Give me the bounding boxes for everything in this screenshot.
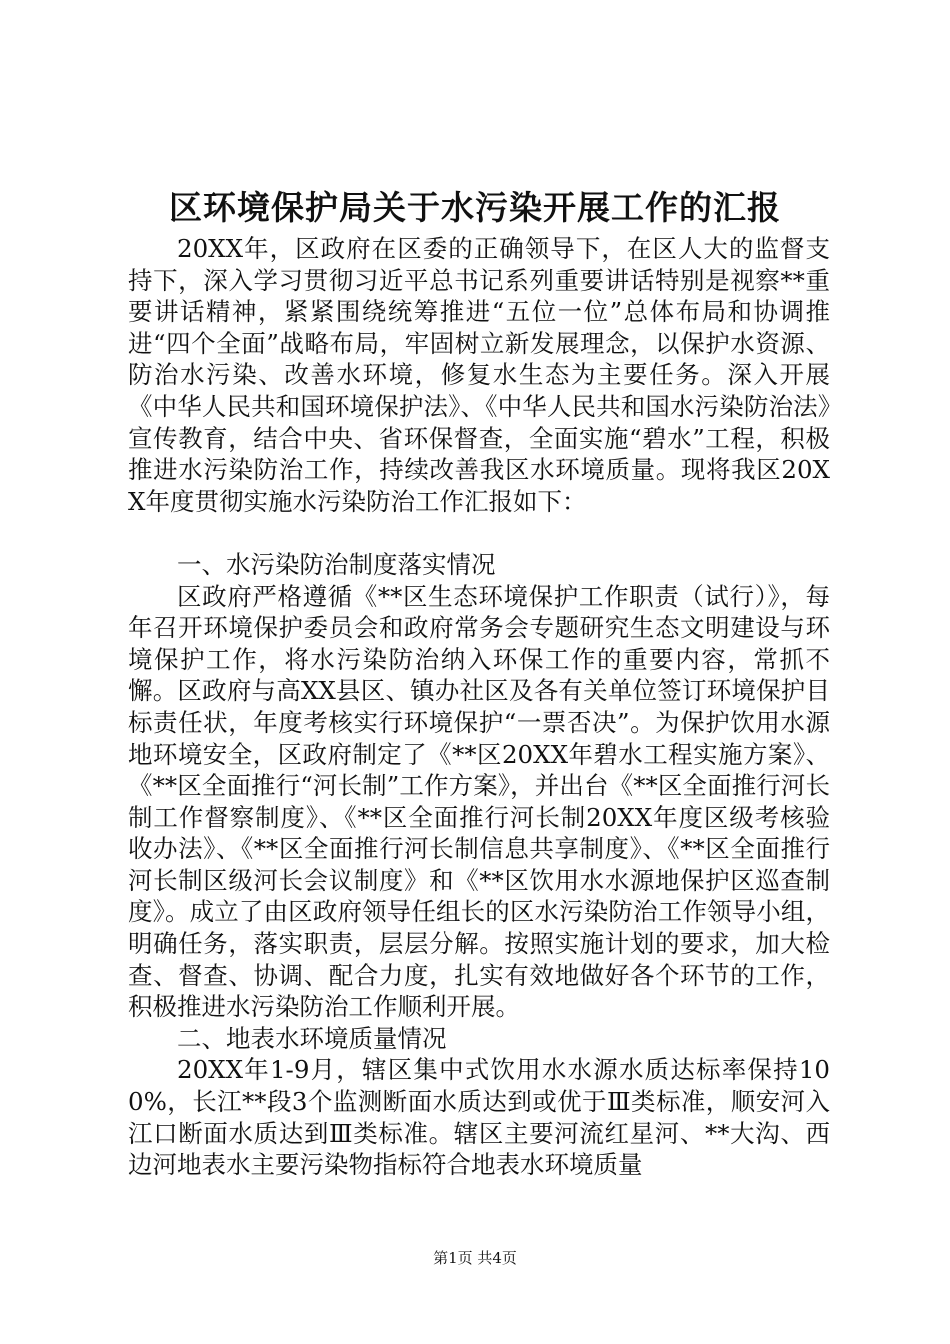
section-1-paragraph: 区政府严格遵循《**区生态环境保护工作职责（试行）》，每年召开环境保护委员会和政府常务会专题研究生态文明建设与环境保护工作，将水污染防治纳入环保工作的重要内容，常抓不懈。区政府与高XX县区、镇办社区及各有关单位签订环境保护目标责任状，年度考核实行环境保护“一票否决”。为保护饮用水源地环境安全，区政府制定了《**区20XX年碧水工程实施方案》、《**区全面推行“河长制”工作方案》，并出台《**区全面推行河长制工作督察制度》、《**区全面推行河长制20XX年度区级考核验收办法》、《**区全面推行河长制信息共享制度》、《**区全面推行河长制区级河长会议制度》和《**区饮用水水源地保护区巡查制度》。成立了由区政府领导任组长的区水污染防治工作领导小组，明确任务，落实职责，层层分解。按照实施计划的要求，加大检查、督查、协调、配合力度，扎实有效地做好各个环节的工作，积极推进水污染防治工作顺利开展。: [128, 581, 830, 1022]
page-footer: 第1页 共4页: [433, 1249, 517, 1267]
intro-paragraph: 20XX年，区政府在区委的正确领导下，在区人大的监督支持下，深入学习贯彻习近平总书记系列重要讲话特别是视察**重要讲话精神，紧紧围绕统筹推进“五位一位”总体布局和协调推进“四个全面”战略布局，牢固树立新发展理念，以保护水资源、防治水污染、改善水环境，修复水生态为主要任务。深入开展《中华人民共和国环境保护法》、《中华人民共和国水污染防治法》宣传教育，结合中央、省环保督查，全面实施“碧水”工程，积极推进水污染防治工作，持续改善我区水环境质量。现将我区20XX年度贯彻实施水污染防治工作汇报如下：: [128, 234, 830, 516]
section-heading-2: 二、地表水环境质量情况: [177, 1023, 447, 1053]
paragraph-spacer: [128, 517, 830, 549]
document-title: 区环境保护局关于水污染开展工作的汇报: [169, 188, 781, 227]
document-body: [128, 233, 830, 1181]
section-heading-1: 一、水污染防治制度落实情况: [177, 549, 496, 579]
section-2-paragraph: 20XX年1-9月，辖区集中式饮用水水源水质达标率保持100%，长江**段3个监测断面水质达到或优于Ⅲ类标准，顺安河入江口断面水质达到Ⅲ类标准。辖区主要河流红星河、**大沟、西边河地表水主要污染物指标符合地表水环境质量: [128, 1055, 830, 1180]
